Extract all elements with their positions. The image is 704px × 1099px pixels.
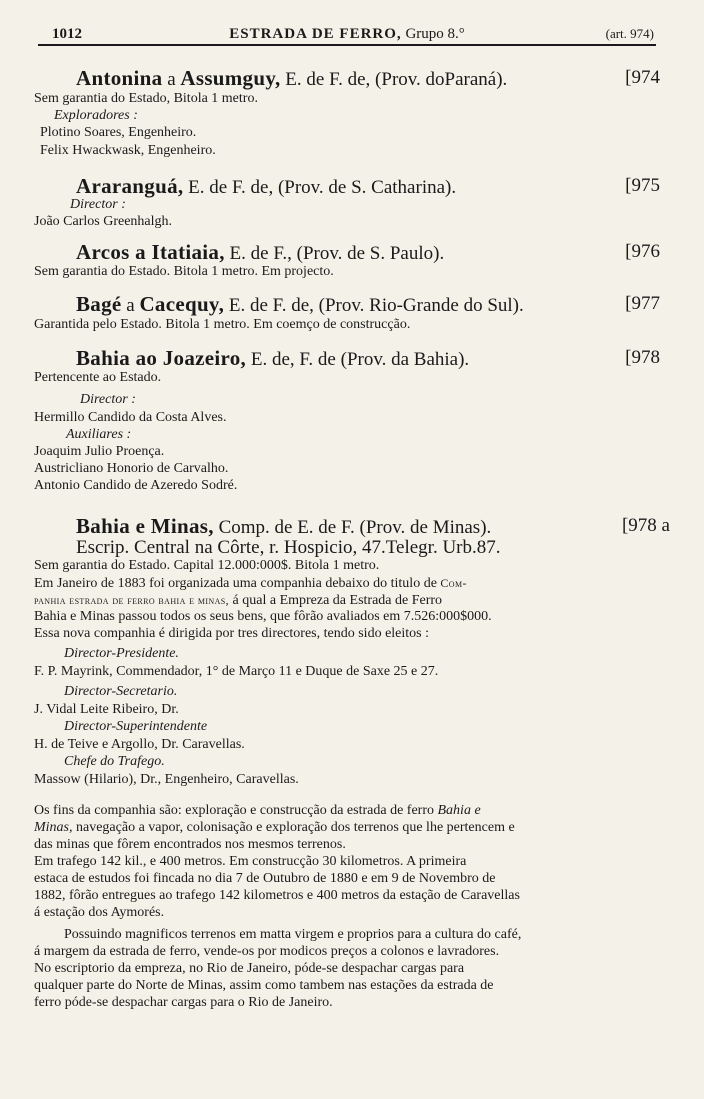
header-center bbox=[38, 24, 656, 44]
entry-974-line: Sem garantia do Estado, Bitola 1 metro. bbox=[34, 91, 258, 106]
entry-978-title bbox=[34, 346, 674, 372]
entry-978a-text: navegação a vapor, colonisação e exploração dos terrenos que lhe pertencem e bbox=[72, 820, 515, 835]
entry-978a-para: 1882, fôrão entregues ao trafego 142 kilometros e 400 metros da estação de Caravellas bbox=[34, 888, 520, 903]
entry-975-name: Araranguá, bbox=[76, 174, 184, 198]
entry-978a-para: No escriptorio da empreza, no Rio de Janeiro, póde-se despachar cargas para bbox=[34, 961, 465, 976]
entry-978a-para bbox=[34, 820, 674, 836]
entry-977-title bbox=[34, 292, 674, 318]
entry-976-title bbox=[34, 240, 674, 266]
entry-978a-para: qualquer parte do Norte de Minas, assim como tambem nas estações da estrada de bbox=[34, 978, 494, 993]
entry-978a-line: Sem garantia do Estado. Capital 12.000:000$. Bitola 1 metro. bbox=[34, 558, 380, 573]
entry-978a-subtitle: Escrip. Central na Côrte, r. Hospicio, 47.Telegr. Urb.87. bbox=[76, 537, 501, 558]
entry-978a-line bbox=[34, 592, 674, 609]
entry-978a-para: Possuindo magnificos terrenos em matta virgem e proprios para a cultura do café, bbox=[64, 927, 522, 942]
entry-978a-para: á margem da estrada de ferro, vende-os por modicos preços a colonos e lavradores. bbox=[34, 944, 500, 959]
entry-978a-para: estaca de estudos foi fincada no dia 7 de Outubro de 1880 e em 9 de Novembro de bbox=[34, 871, 496, 886]
entry-977-name: Bagé bbox=[76, 292, 122, 316]
entry-978a-para: ferro póde-se despachar cargas para o Rio de Janeiro. bbox=[34, 995, 333, 1010]
header-article: (art. 974) bbox=[605, 26, 654, 41]
entry-976-number: [976 bbox=[625, 241, 660, 262]
entry-978a-para: Em trafego 142 kil., e 400 metros. Em construcção 30 kilometros. A primeira bbox=[34, 854, 467, 869]
entry-978a-line: Massow (Hilario), Dr., Engenheiro, Caravellas. bbox=[34, 772, 299, 787]
entry-977-title-tail: E. de F. de, (Prov. Rio-Grande do Sul). bbox=[224, 295, 524, 316]
entry-974-number: [974 bbox=[625, 67, 660, 88]
entry-978a-role: Director-Presidente. bbox=[64, 646, 179, 661]
entry-977-connector: a bbox=[121, 295, 140, 316]
header-title: ESTRADA DE FERRO, bbox=[229, 26, 402, 42]
entry-978a-role: Director-Superintendente bbox=[64, 719, 208, 734]
entry-974-line: Exploradores : bbox=[54, 108, 138, 123]
entry-978-line: Director : bbox=[80, 392, 136, 407]
entry-978a-line bbox=[34, 575, 674, 592]
entry-978a-number: [978 a bbox=[621, 515, 670, 536]
entry-974-name: Antonina bbox=[76, 66, 163, 90]
entry-978-line: Antonio Candido de Azeredo Sodré. bbox=[34, 478, 238, 493]
entry-978a-italic: Minas, bbox=[34, 820, 73, 835]
entry-975-title-tail: E. de F. de, (Prov. de S. Catharina). bbox=[183, 177, 457, 198]
entry-975-number: [975 bbox=[625, 175, 660, 196]
entry-974-title-tail: E. de F. de, (Prov. doParaná). bbox=[280, 69, 508, 90]
entry-975-line: João Carlos Greenhalgh. bbox=[34, 214, 173, 229]
header-group: Grupo 8.° bbox=[405, 26, 465, 42]
entry-978-line: Auxiliares : bbox=[66, 427, 132, 442]
entry-978a-para: á estação dos Aymorés. bbox=[34, 905, 165, 920]
entry-978-number: [978 bbox=[625, 347, 660, 368]
entry-978a-italic: Bahia e bbox=[437, 803, 481, 818]
page-number: 1012 bbox=[52, 26, 82, 42]
entry-978a-role: Chefe do Trafego. bbox=[64, 754, 165, 769]
entry-977-line: Garantida pelo Estado. Bitola 1 metro. Em coemço de construcção. bbox=[34, 317, 411, 332]
entry-978-line: Austricliano Honorio de Carvalho. bbox=[34, 461, 229, 476]
entry-977-name2: Cacequy, bbox=[139, 292, 225, 316]
entry-976-name: Arcos a Itatiaia, bbox=[76, 240, 225, 264]
entry-974-line: Plotino Soares, Engenheiro. bbox=[40, 125, 197, 140]
entry-978-line: Joaquim Julio Proença. bbox=[34, 444, 165, 459]
entry-978-line: Hermillo Candido da Costa Alves. bbox=[34, 410, 227, 425]
entry-978a-smallcaps: panhia estrada de ferro bahia e minas, bbox=[34, 593, 230, 607]
entry-974-title bbox=[34, 66, 674, 92]
entry-978-line: Pertencente ao Estado. bbox=[34, 370, 162, 385]
entry-978a-smallcaps: Com- bbox=[440, 576, 467, 590]
entry-978a-text: á qual a Empreza da Estrada de Ferro bbox=[229, 593, 443, 608]
entry-974-connector: a bbox=[162, 69, 181, 90]
entry-978a-line: Bahia e Minas passou todos os seus bens, que fôrão avaliados em 7.526:000$000. bbox=[34, 609, 492, 624]
entry-978-name: Bahia ao Joazeiro, bbox=[76, 346, 247, 370]
entry-978a-para: das minas que fôrem encontrados nos mesmos terrenos. bbox=[34, 837, 346, 852]
entry-978a-title-tail: Comp. de E. de F. (Prov. de Minas). bbox=[213, 517, 492, 538]
entry-978a-para bbox=[34, 803, 674, 819]
entry-978-title-tail: E. de, F. de (Prov. da Bahia). bbox=[246, 349, 470, 370]
entry-978a-line: F. P. Mayrink, Commendador, 1° de Março 11 e Duque de Saxe 25 e 27. bbox=[34, 664, 439, 679]
entry-974-name2: Assumguy, bbox=[180, 66, 281, 90]
page-header bbox=[38, 24, 656, 46]
entry-978a-line: H. de Teive e Argollo, Dr. Caravellas. bbox=[34, 737, 245, 752]
entry-977-number: [977 bbox=[625, 293, 660, 314]
entry-974-line: Felix Hwackwask, Engenheiro. bbox=[40, 143, 216, 158]
entry-978a-role: Director-Secretario. bbox=[64, 684, 178, 699]
entry-978a-name: Bahia e Minas, bbox=[76, 514, 214, 538]
entry-976-title-tail: E. de F., (Prov. de S. Paulo). bbox=[224, 243, 445, 264]
entry-975-line: Director : bbox=[70, 197, 126, 212]
entry-978a-line: J. Vidal Leite Ribeiro, Dr. bbox=[34, 702, 179, 717]
entry-978a-text: Em Janeiro de 1883 foi organizada uma companhia debaixo do titulo de bbox=[34, 576, 441, 591]
entry-978a-line: Essa nova companhia é dirigida por tres directores, tendo sido eleitos : bbox=[34, 626, 430, 641]
entry-978a-text: Os fins da companhia são: exploração e construcção da estrada de ferro bbox=[34, 803, 438, 818]
entry-976-line: Sem garantia do Estado. Bitola 1 metro. Em projecto. bbox=[34, 264, 334, 279]
